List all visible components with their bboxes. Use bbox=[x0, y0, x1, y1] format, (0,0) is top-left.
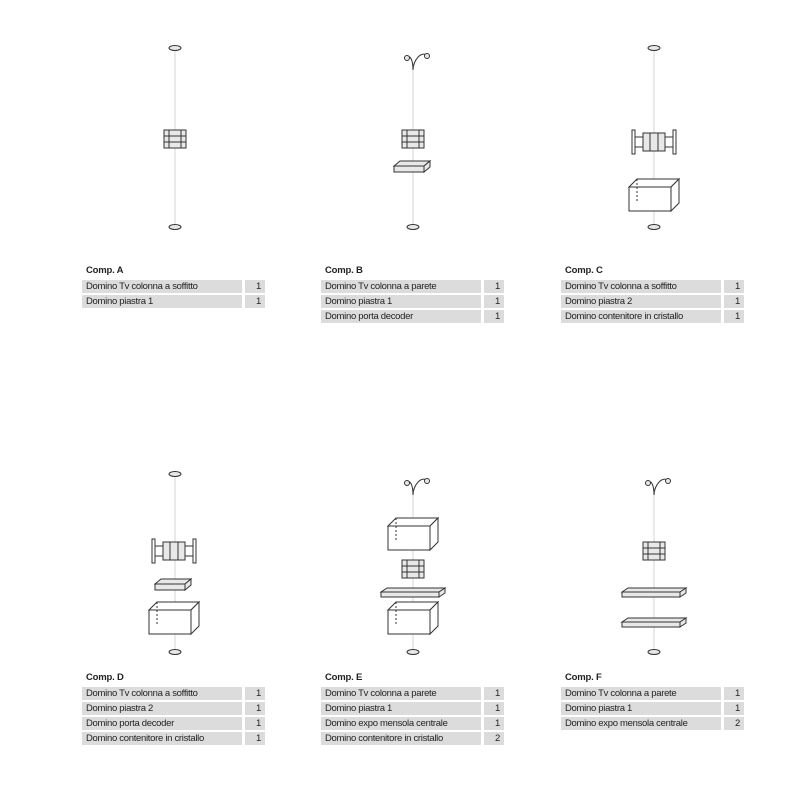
table-row bbox=[321, 732, 504, 745]
part-qty: 1 bbox=[245, 295, 265, 308]
part-name: Domino expo mensola centrale bbox=[561, 717, 721, 730]
drawing-comp-e bbox=[381, 479, 445, 655]
table-row bbox=[561, 717, 744, 730]
part-name: Domino Tv colonna a soffitto bbox=[82, 280, 242, 293]
part-qty: 1 bbox=[245, 687, 265, 700]
part-name: Domino Tv colonna a soffitto bbox=[561, 280, 721, 293]
table-row bbox=[82, 687, 265, 700]
part-qty: 1 bbox=[245, 717, 265, 730]
comp-c-title: Comp. C bbox=[565, 265, 603, 276]
comp-b-title: Comp. B bbox=[325, 265, 363, 276]
part-name: Domino piastra 1 bbox=[561, 702, 721, 715]
comp-c-parts-table bbox=[561, 278, 744, 325]
part-name: Domino contenitore in cristallo bbox=[321, 732, 481, 745]
part-name: Domino Tv colonna a parete bbox=[561, 687, 721, 700]
comp-d-parts-table bbox=[82, 685, 265, 747]
comp-a-title: Comp. A bbox=[86, 265, 124, 276]
table-row bbox=[321, 702, 504, 715]
part-name: Domino Tv colonna a parete bbox=[321, 687, 481, 700]
part-name: Domino piastra 1 bbox=[82, 295, 242, 308]
part-name: Domino piastra 1 bbox=[321, 702, 481, 715]
table-row bbox=[321, 280, 504, 293]
part-name: Domino piastra 1 bbox=[321, 295, 481, 308]
part-name: Domino Tv colonna a soffitto bbox=[82, 687, 242, 700]
part-qty: 1 bbox=[724, 702, 744, 715]
comp-f-title: Comp. F bbox=[565, 672, 602, 683]
part-qty: 1 bbox=[724, 310, 744, 323]
drawing-comp-c bbox=[629, 46, 679, 230]
part-qty: 1 bbox=[484, 702, 504, 715]
part-name: Domino Tv colonna a parete bbox=[321, 280, 481, 293]
table-row bbox=[82, 280, 265, 293]
table-row bbox=[82, 732, 265, 745]
part-name: Domino piastra 2 bbox=[82, 702, 242, 715]
part-name: Domino porta decoder bbox=[82, 717, 242, 730]
part-name: Domino contenitore in cristallo bbox=[82, 732, 242, 745]
part-qty: 1 bbox=[724, 280, 744, 293]
comp-f-parts-table bbox=[561, 685, 744, 732]
table-row bbox=[82, 717, 265, 730]
table-row bbox=[561, 310, 744, 323]
part-qty: 1 bbox=[245, 280, 265, 293]
table-row bbox=[82, 702, 265, 715]
part-name: Domino porta decoder bbox=[321, 310, 481, 323]
part-qty: 1 bbox=[484, 310, 504, 323]
part-qty: 1 bbox=[484, 280, 504, 293]
table-row bbox=[321, 295, 504, 308]
table-row bbox=[561, 687, 744, 700]
part-name: Domino expo mensola centrale bbox=[321, 717, 481, 730]
part-qty: 1 bbox=[724, 687, 744, 700]
part-qty: 2 bbox=[724, 717, 744, 730]
table-row bbox=[321, 717, 504, 730]
part-qty: 1 bbox=[484, 295, 504, 308]
comp-e-title: Comp. E bbox=[325, 672, 363, 683]
drawing-comp-b bbox=[394, 54, 430, 230]
part-name: Domino piastra 2 bbox=[561, 295, 721, 308]
part-qty: 1 bbox=[484, 717, 504, 730]
part-qty: 1 bbox=[724, 295, 744, 308]
table-row bbox=[321, 310, 504, 323]
comp-a-parts-table bbox=[82, 278, 265, 310]
part-qty: 1 bbox=[484, 687, 504, 700]
drawing-comp-a bbox=[164, 46, 186, 230]
drawing-comp-f bbox=[622, 479, 686, 655]
part-name: Domino contenitore in cristallo bbox=[561, 310, 721, 323]
comp-d-title: Comp. D bbox=[86, 672, 124, 683]
part-qty: 2 bbox=[484, 732, 504, 745]
table-row bbox=[561, 702, 744, 715]
table-row bbox=[82, 295, 265, 308]
part-qty: 1 bbox=[245, 732, 265, 745]
table-row bbox=[321, 687, 504, 700]
drawing-comp-d bbox=[149, 472, 199, 655]
comp-b-parts-table bbox=[321, 278, 504, 325]
table-row bbox=[561, 280, 744, 293]
table-row bbox=[561, 295, 744, 308]
part-qty: 1 bbox=[245, 702, 265, 715]
comp-e-parts-table bbox=[321, 685, 504, 747]
